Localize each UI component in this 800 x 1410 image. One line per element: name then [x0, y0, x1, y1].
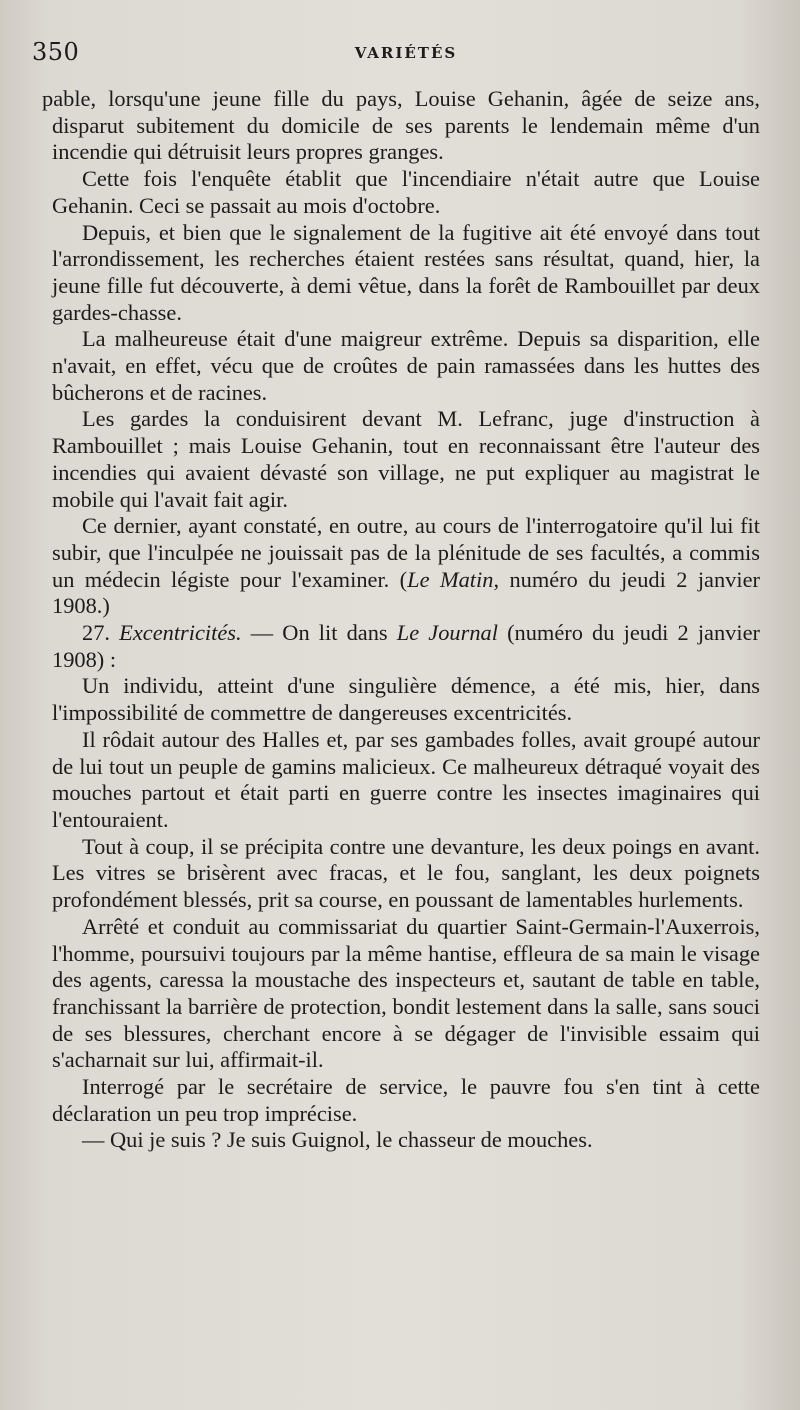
item-heading — [52, 620, 760, 673]
source-title: Le Matin — [407, 566, 494, 592]
running-head — [32, 38, 760, 72]
item-intro-rest: (numéro du — [497, 620, 615, 646]
paragraph: Cette fois l'enquête établit que l'incendiaire n'était autre que Louise Gehanin. Ceci se passait au mois d'octobre. — [52, 166, 760, 218]
paragraph: Il rôdait autour des Halles et, par ses gambades folles, avait groupé autour de lui tout un peuple de gamins malicieux. Ce malheureux détraqué voyait des mouches partout et était parti en guerre contre les insectes imaginaires qui l'entouraient. — [52, 726, 760, 832]
item-number: 27. — [82, 620, 110, 646]
item-date: jeudi 2 janvier 1908) : — [52, 620, 760, 672]
paragraph: Interrogé par le secrétaire de service, le pauvre fou s'en tint à cette déclaration un peu trop imprécise. — [52, 1074, 760, 1126]
item-title: Excentricités. — [119, 620, 242, 646]
page-number: 350 — [32, 38, 80, 66]
paragraph: La malheureuse était d'une maigreur extrême. Depuis sa disparition, elle n'avait, en effet, vécu que de croûtes de pain ramassées dans les huttes des bûcherons et de racines. — [52, 326, 760, 405]
journal-title: Le Journal — [396, 620, 498, 646]
paragraph: Depuis, et bien que le signalement de la fugitive ait été envoyé dans tout l'arrondissement, les recherches étaient restées sans résultat, quand, hier, la jeune fille fut découverte, à demi vêtue, dans la forêt de Rambouillet par deux gardes-chasse. — [52, 219, 760, 325]
paragraph — [52, 513, 760, 620]
paragraph: pable, lorsqu'une jeune fille du pays, Louise Gehanin, âgée de seize ans, disparut subitement du domicile de ses parents le lendemain même d'un incendie qui détruisit leurs propres granges. — [42, 86, 760, 165]
source-citation: , numéro du jeudi 2 janvier 1908.) — [52, 566, 760, 619]
body-text — [42, 86, 760, 1154]
item-intro: — On lit dans — [241, 620, 397, 646]
paragraph: Les gardes la conduisirent devant M. Lefranc, juge d'instruction à Rambouillet ; mais Louise Gehanin, tout en reconnaissant être l'auteur des incendies qui avaient dévasté son village, ne put expliquer au magistrat le mobile qui l'avait fait agir. — [52, 406, 760, 512]
paragraph: Arrêté et conduit au commissariat du quartier Saint-Germain-l'Auxerrois, l'homme, poursuivi toujours par la même hantise, effleura de sa main le visage des agents, caressa la moustache des inspecteurs et, sautant de table en table, franchissant la barrière de protection, bondit lestement dans la salle, sans souci de ses blessures, cherchant encore à se dégager de l'invisible essaim qui s'acharnait sur lui, affirmait-il. — [52, 913, 760, 1073]
paragraph: — Qui je suis ? Je suis Guignol, le chasseur de mouches. — [82, 1127, 593, 1153]
paragraph-text: Ce dernier, ayant constaté, en outre, au cours de l'interrogatoire qu'il lui fit subir, que l'inculpée ne jouissait pas de la plénitude de ses facultés, a commis un médecin légiste pour l'examiner. ( — [52, 513, 760, 592]
paragraph: Un individu, atteint d'une singulière démence, a été mis, hier, dans l'impossibilité de commettre de dangereuses excentricités. — [52, 673, 760, 726]
section-title: VARIÉTÉS — [354, 44, 458, 62]
paragraph: Tout à coup, il se précipita contre une devanture, les deux poings en avant. Les vitres se brisèrent avec fracas, et le fou, sanglant, les deux poignets profondément blessés, prit sa course, en poussant de lamentables hurlements. — [52, 833, 760, 913]
